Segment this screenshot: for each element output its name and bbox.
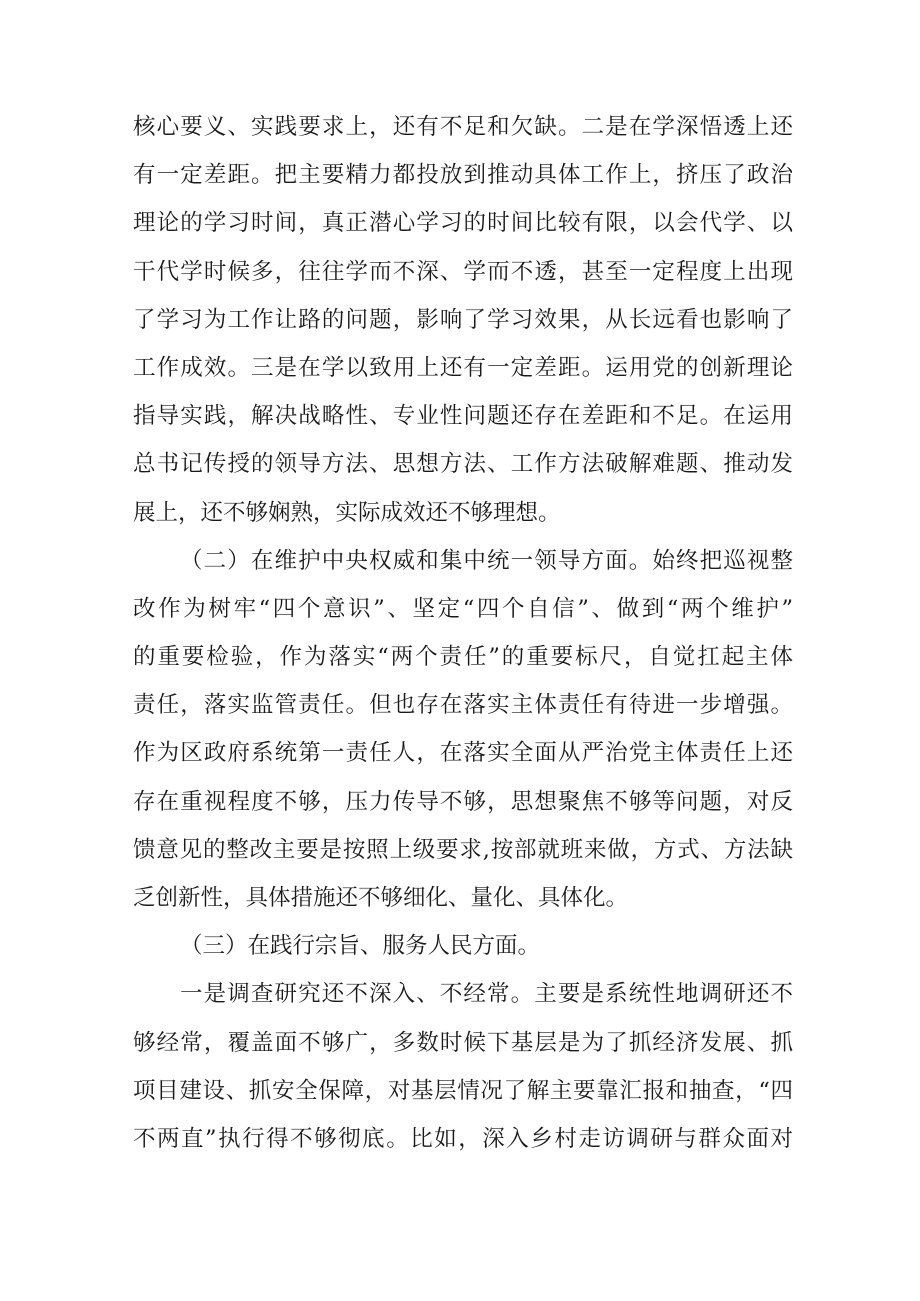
- document-body: [133, 103, 793, 1163]
- text-line: 馈意见的整改主要是按照上级要求,按部就班来做，方式、方法缺: [133, 836, 793, 863]
- paragraph-start: 一是调查研究还不深入、不经常。主要是系统性地调研还不: [180, 981, 793, 1008]
- text-line: 干代学时候多，往往学而不深、学而不透，甚至一定程度上出现: [133, 258, 793, 285]
- section-heading-3: （三）在践行宗旨、服务人民方面。: [180, 933, 541, 960]
- text-line: 改作为树牢“四个意识”、坚定“四个自信”、做到“两个维护”: [133, 595, 793, 622]
- section-heading-2: （二）在维护中央权威和集中统一领导方面。始终把巡视整: [180, 547, 793, 574]
- text-line: 指导实践，解决战略性、专业性问题还存在差距和不足。在运用: [133, 403, 793, 430]
- text-line-last: 展上，还不够娴熟，实际成效还不够理想。: [133, 499, 561, 526]
- text-line: 责任，落实监管责任。但也存在落实主体责任有待进一步增强。: [133, 692, 793, 719]
- text-line: 不两直”执行得不够彻底。比如，深入乡村走访调研与群众面对: [133, 1125, 793, 1152]
- text-line: 的重要检验，作为落实“两个责任”的重要标尺，自觉扛起主体: [133, 644, 793, 671]
- text-line: 够经常，覆盖面不够广，多数时候下基层是为了抓经济发展、抓: [133, 1029, 793, 1056]
- text-line: 理论的学习时间，真正潜心学习的时间比较有限，以会代学、以: [133, 210, 793, 237]
- text-line: 了学习为工作让路的问题，影响了学习效果，从长远看也影响了: [133, 306, 793, 333]
- text-line: 有一定差距。把主要精力都投放到推动具体工作上，挤压了政治: [133, 162, 793, 189]
- text-line: 项目建设、抓安全保障，对基层情况了解主要靠汇报和抽查，“四: [133, 1077, 793, 1104]
- text-line: 工作成效。三是在学以致用上还有一定差距。运用党的创新理论: [133, 354, 793, 381]
- text-line: 存在重视程度不够，压力传导不够，思想聚焦不够等问题，对反: [133, 788, 793, 815]
- text-line: 核心要义、实践要求上，还有不足和欠缺。二是在学深悟透上还: [133, 114, 793, 140]
- text-line: 总书记传授的领导方法、思想方法、工作方法破解难题、推动发: [133, 451, 793, 478]
- text-line: 作为区政府系统第一责任人，在落实全面从严治党主体责任上还: [133, 740, 793, 767]
- text-line-last: 乏创新性，具体措施还不够细化、量化、具体化。: [133, 885, 629, 911]
